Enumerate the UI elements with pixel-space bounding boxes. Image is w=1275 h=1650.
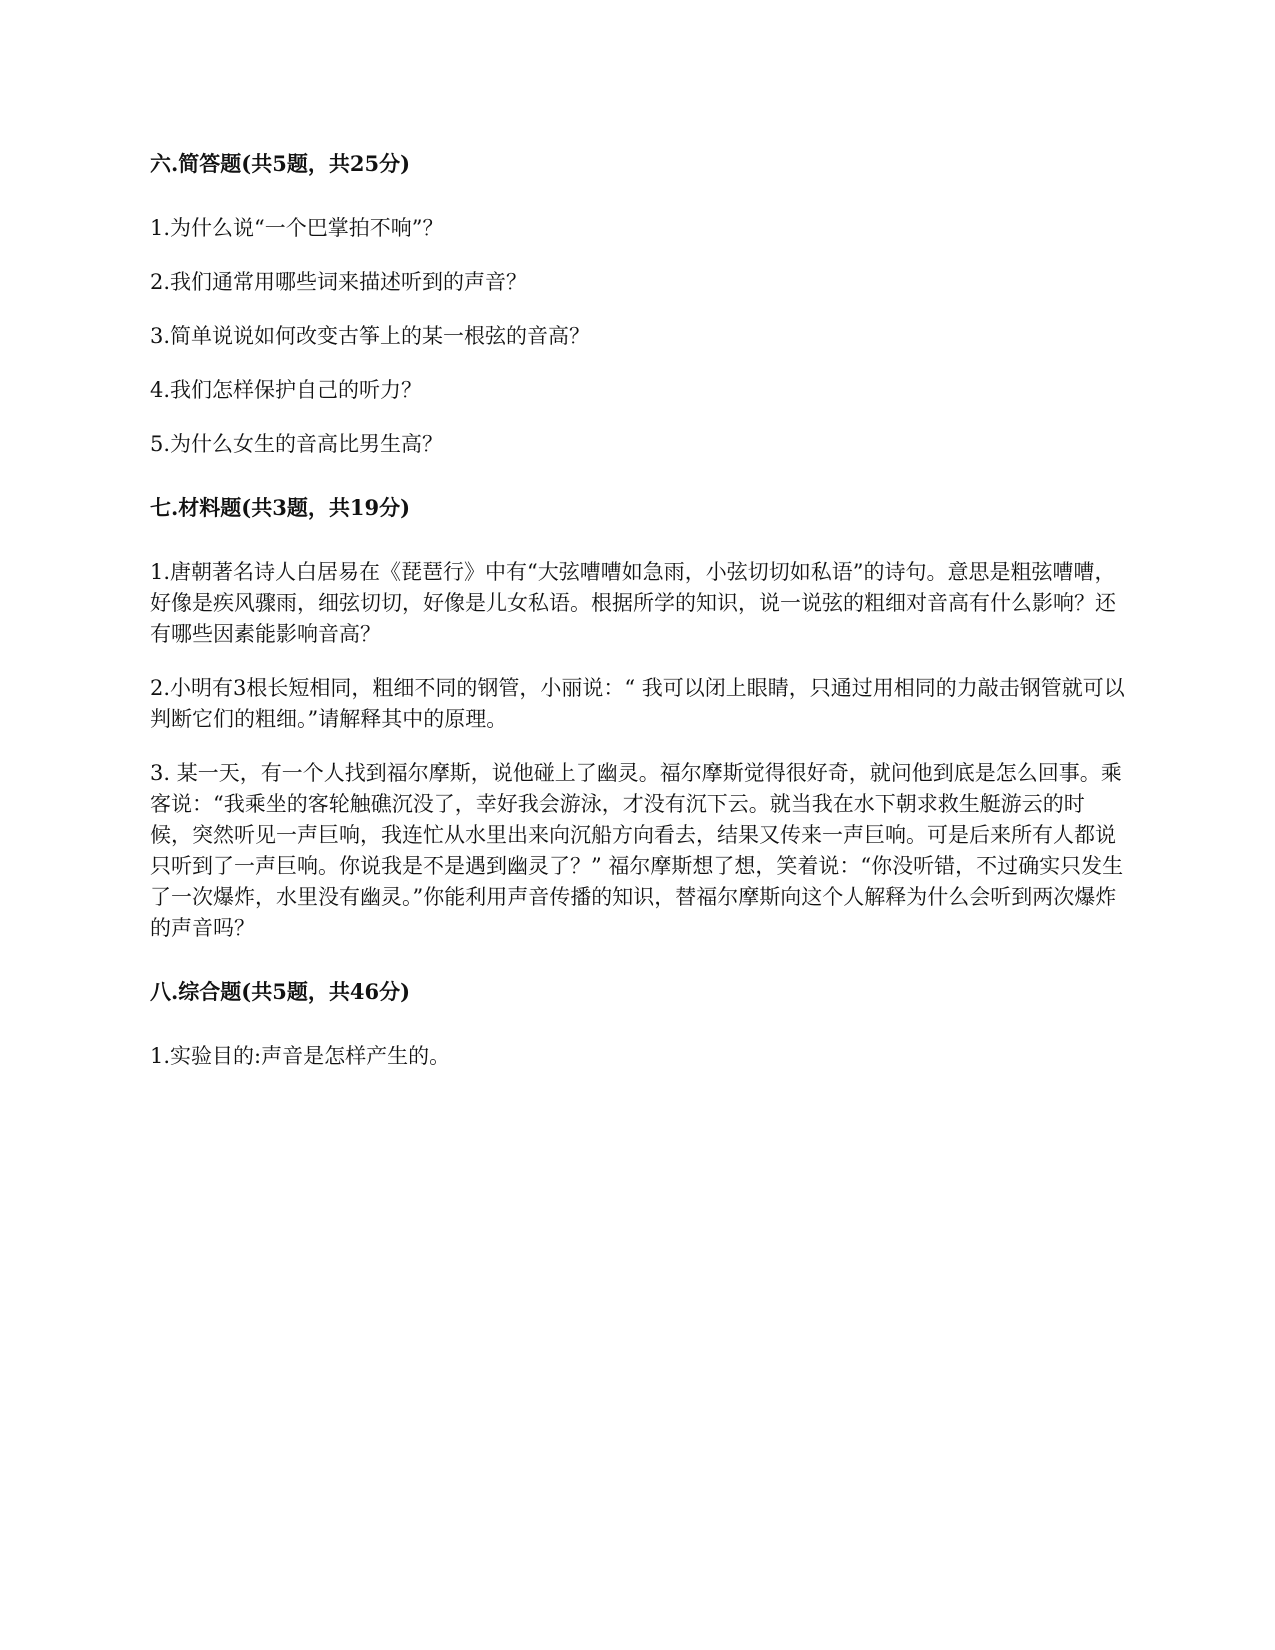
section-heading: 七.材料题(共3题，共19分): [150, 495, 411, 520]
question-item: 1.唐朝著名诗人白居易在《琵琶行》中有“大弦嘈嘈如急雨，小弦切切如私语”的诗句。意思是粗弦嘈嘈，好像是疾风骤雨，细弦切切，好像是儿女私语。根据所学的知识，说一说弦的粗细对音高有什么影响？还有哪些因素能影响音高？: [150, 560, 1116, 646]
question-item: 2.我们通常用哪些词来描述听到的声音？: [150, 270, 528, 294]
section-comprehensive: [150, 978, 1125, 1072]
section-material: [150, 494, 1125, 944]
question-item: 3.简单说说如何改变古筝上的某一根弦的音高？: [150, 324, 591, 348]
question-item: 2.小明有3根长短相同，粗细不同的钢管，小丽说：“ 我可以闭上眼睛，只通过用相同的力敲击钢管就可以判断它们的粗细。”请解释其中的原理。: [150, 676, 1125, 731]
question-item: 5.为什么女生的音高比男生高？: [150, 432, 444, 456]
section-heading: 六.简答题(共5题，共25分): [150, 151, 411, 176]
section-heading: 八.综合题(共5题，共46分): [150, 979, 411, 1004]
question-item: 4.我们怎样保护自己的听力？: [150, 378, 423, 402]
question-item: 1.实验目的:声音是怎样产生的。: [150, 1044, 451, 1068]
question-item: 3. 某一天，有一个人找到福尔摩斯，说他碰上了幽灵。福尔摩斯觉得很好奇，就问他到底是怎么回事。乘客说：“我乘坐的客轮触礁沉没了，幸好我会游泳，才没有沉下云。就当我在水下朝求救生艇游云的时候，突然听见一声巨响，我连忙从水里出来向沉船方向看去，结果又传来一声巨响。可是后来所有人都说只听到了一声巨响。你说我是不是遇到幽灵了？” 福尔摩斯想了想，笑着说：“你没听错，不过确实只发生了一次爆炸，水里没有幽灵。”你能利用声音传播的知识，替福尔摩斯向这个人解释为什么会听到两次爆炸的声音吗？: [150, 761, 1124, 940]
question-item: 1.为什么说“一个巴掌拍不响”？: [150, 216, 444, 240]
section-short-answer: [150, 150, 1125, 460]
document-page: [150, 150, 1125, 1072]
